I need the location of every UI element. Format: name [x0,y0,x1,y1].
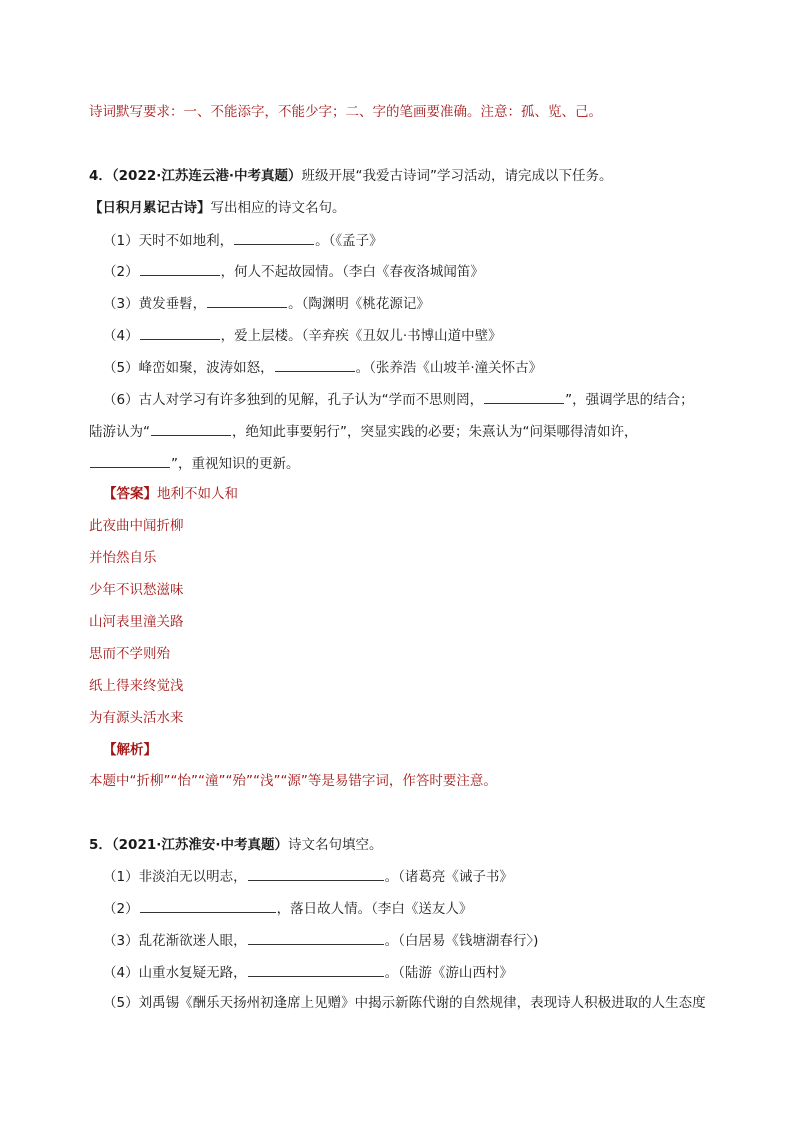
q5-item-2: （2） ，落日故人情。（李白《送友人》 [103,898,472,919]
q4-item-3: （3）黄发垂髫， 。（陶渊明《桃花源记》 [103,293,430,314]
q5-item-3: （3）乱花渐欲迷人眼， 。（白居易《钱塘湖春行〉) [103,930,538,951]
answer-blank[interactable] [234,230,314,245]
q4-item-5: （5）峰峦如聚，波涛如怒， 。（张养浩《山坡羊·潼关怀古》 [103,357,542,378]
q4-task [89,198,346,218]
q5-item-4: （4）山重水复疑无路， 。（陆游《游山西村》 [103,962,513,983]
question-5-header [89,835,383,855]
q5-number: 5． [89,837,112,853]
q4-item-1: （1）天时不如地利， 。（《孟子》 [103,230,383,251]
analysis-label: 【解析】 [103,742,157,758]
answer-blank[interactable] [140,325,220,340]
answer-blank[interactable] [248,930,384,945]
q4-answer: 为有源头活水来 [89,710,184,726]
q5-stem: 诗文名句填空。 [288,837,383,853]
answer-blank[interactable] [140,261,220,276]
q4-answer: 思而不学则殆 [89,646,170,662]
answer-label: 【答案】 [103,486,157,502]
q5-item-1: （1）非淡泊无以明志， 。（诸葛亮《诫子书》 [103,866,513,887]
q4-task-text: 写出相应的诗文名句。 [210,200,346,216]
q4-answer: 山河表里潼关路 [89,614,184,630]
answer-blank[interactable] [140,898,276,913]
q4-item-4: （4） ，爱上层楼。（辛弃疾《丑奴儿·书博山道中壁》 [103,325,502,346]
q4-number: 4． [89,168,112,184]
q4-stem: 班级开展“我爱古诗词”学习活动，请完成以下任务。 [301,168,613,184]
answer-blank[interactable] [275,357,355,372]
q4-answer-first: 【答案】地利不如人和 [103,486,238,502]
q4-item-6-line-3: ”，重视知识的更新。 [89,453,300,474]
q5-item-5: （5）刘禹锡《酬乐天扬州初逢席上见赠》中揭示新陈代谢的自然规律，表现诗人积极进取的人生态度 [103,995,706,1011]
q4-answer: 少年不识愁滋味 [89,582,184,598]
q4-answer: 此夜曲中闻折柳 [89,518,184,534]
q4-analysis: 本题中“折柳”“怡”“潼”“殆”“浅”“源”等是易错字词，作答时要注意。 [89,773,497,789]
q4-answer: 纸上得来终觉浅 [89,678,184,694]
answer-blank[interactable] [151,421,231,436]
q4-source: （2022·江苏连云港·中考真题） [111,168,302,184]
answer-blank[interactable] [207,293,287,308]
answer-blank[interactable] [248,866,384,881]
answer-blank[interactable] [90,453,170,468]
dictation-requirement: 诗词默写要求：一、不能添字，不能少字；二、字的笔画要准确。注意：孤、览、己。 [89,104,602,120]
q4-answer: 并怡然自乐 [89,550,157,566]
q5-source: （2021·江苏淮安·中考真题） [111,837,288,853]
q4-item-2: （2） ，何人不起故园情。（李白《春夜洛城闻笛》 [103,261,484,282]
answer-blank[interactable] [248,962,384,977]
q4-task-title: 【日积月累记古诗】 [89,200,211,216]
question-4-header [89,166,613,186]
q4-item-6-line-2: 陆游认为“ ，绝知此事要躬行”，突显实践的必要；朱熹认为“问渠哪得清如许， [89,421,638,442]
q4-item-6-line-1: （6）古人对学习有许多独到的见解，孔子认为“学而不思则罔， ”，强调学思的结合； [103,389,694,410]
answer-blank[interactable] [484,389,564,404]
